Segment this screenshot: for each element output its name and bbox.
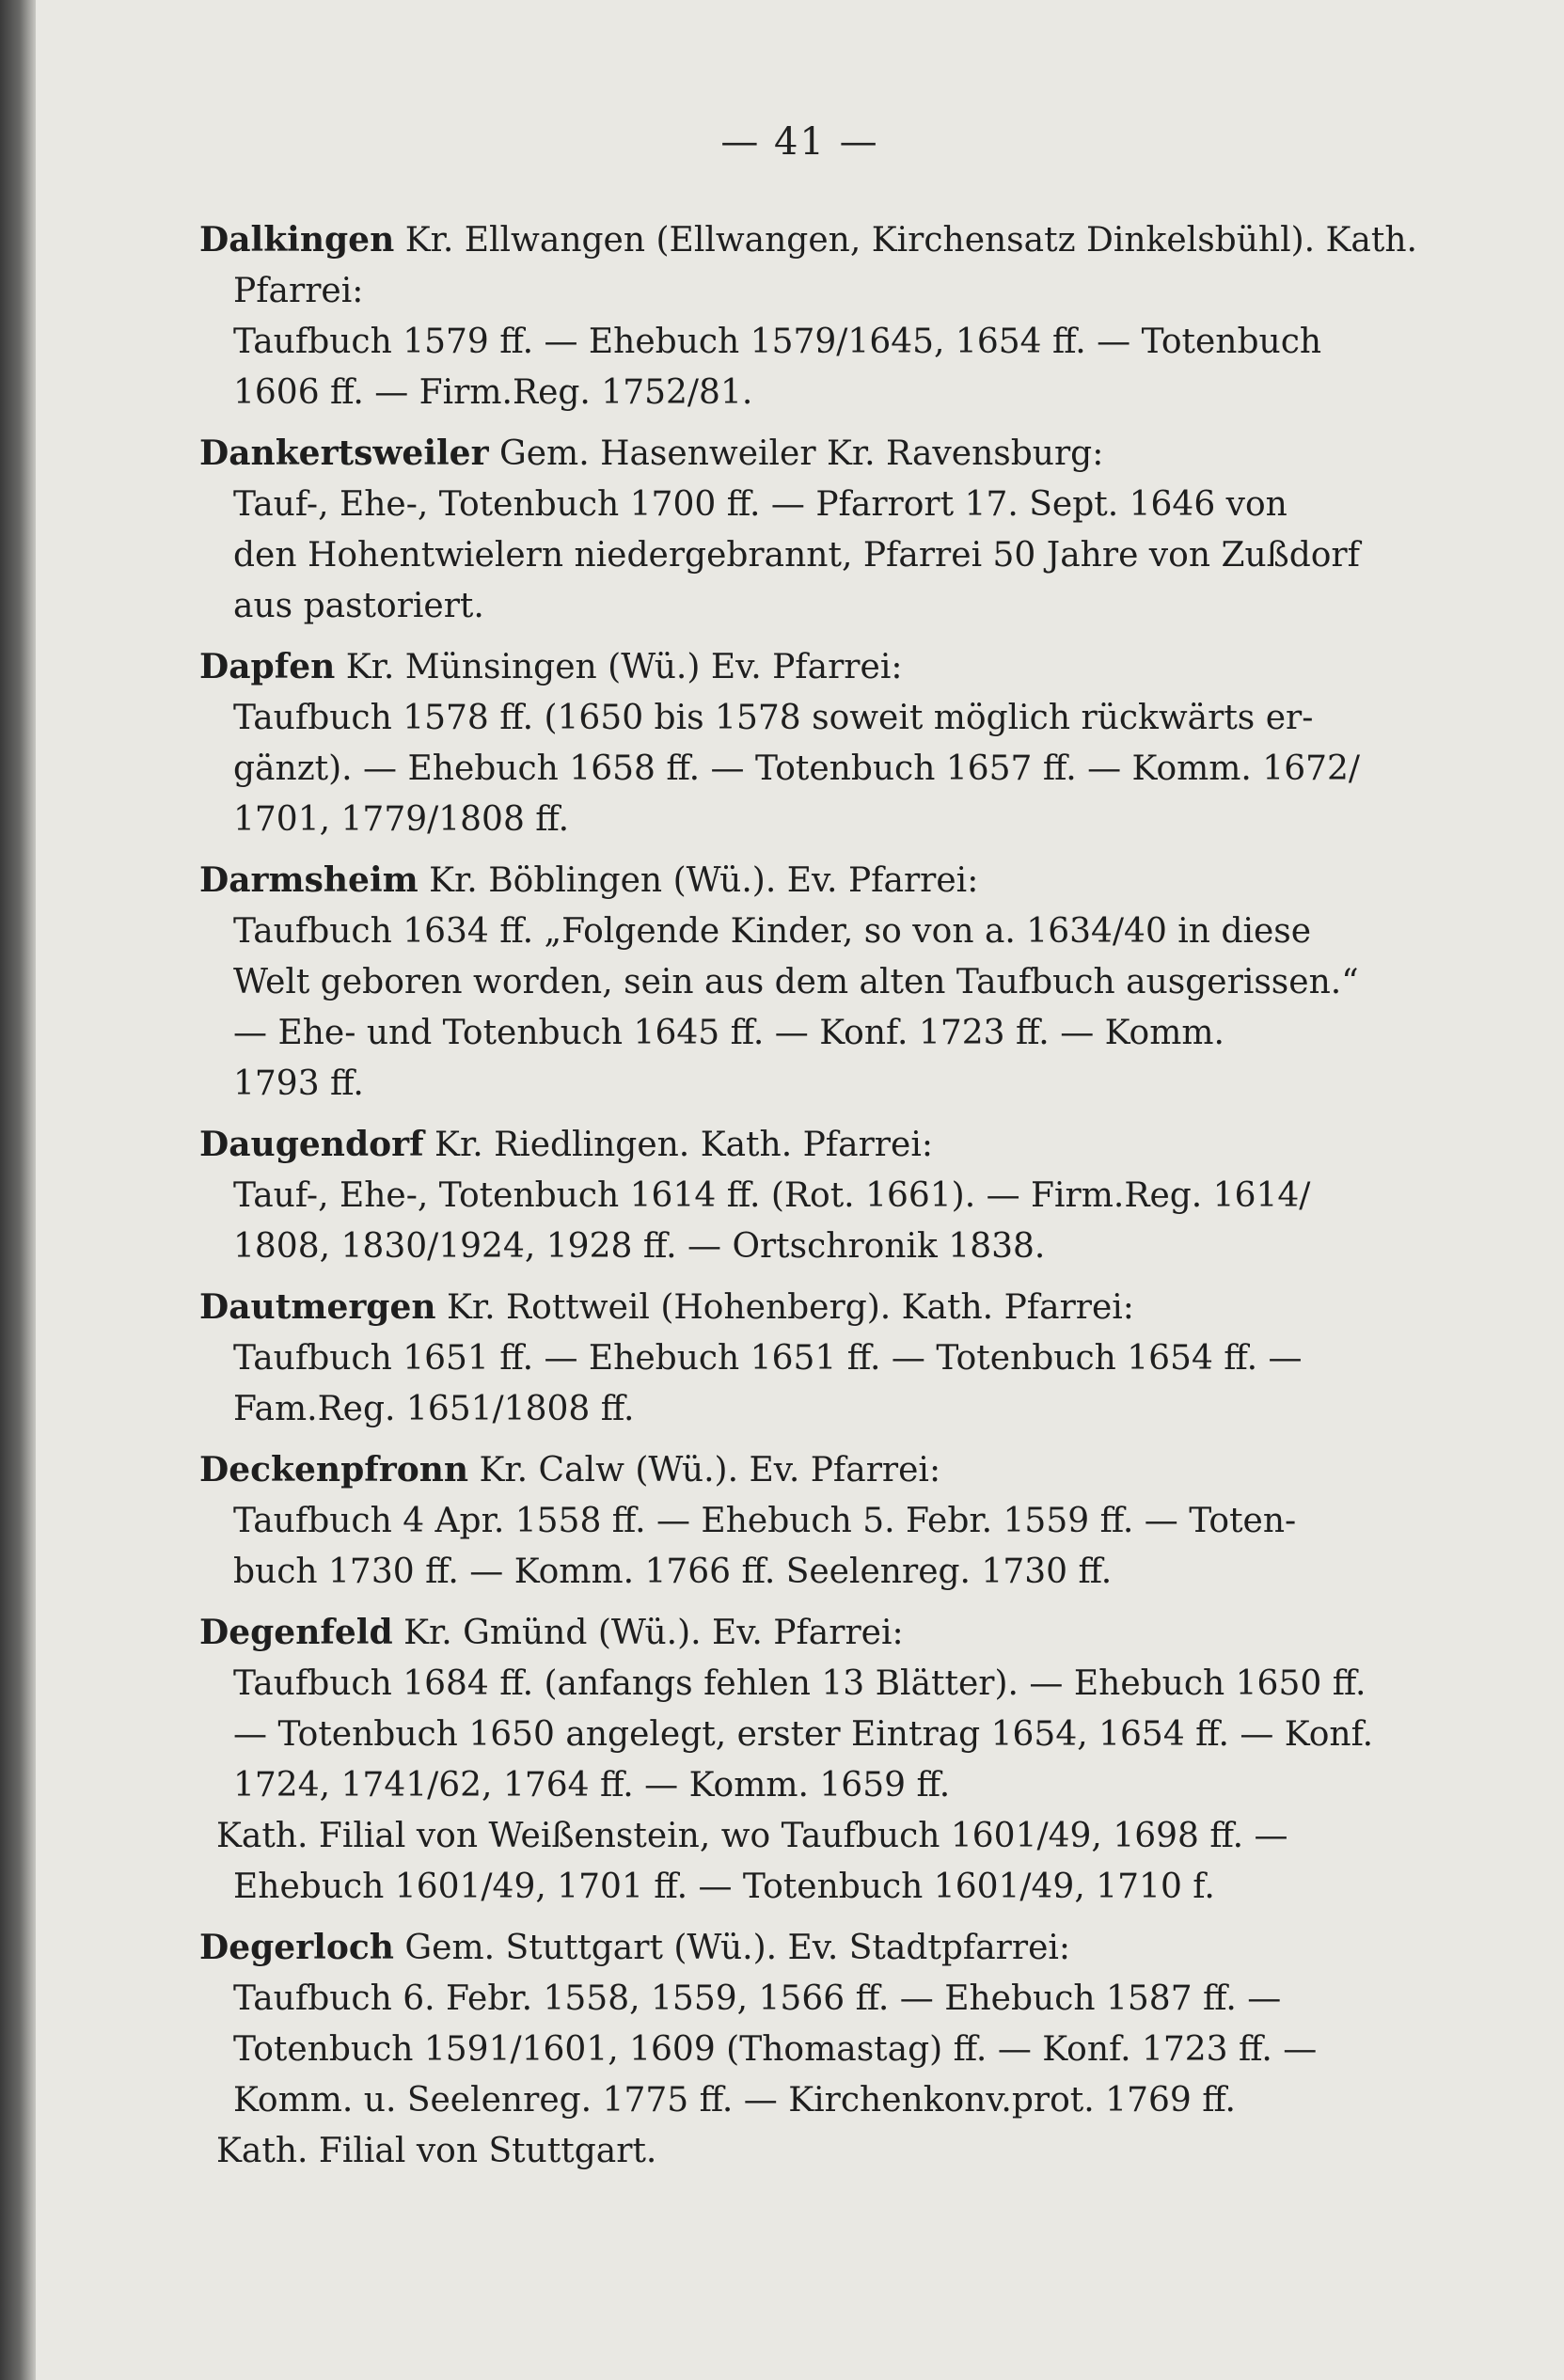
entry-line	[199, 317, 1460, 368]
place-name: Dapfen	[199, 647, 336, 686]
entry-text: Totenbuch 1591/1601, 1609 (Thomastag) ff. — Konf. 1723 ff. —	[233, 2030, 1318, 2069]
entry-line	[199, 581, 1460, 632]
entry-line	[199, 2075, 1460, 2126]
place-name: Daugendorf	[199, 1125, 424, 1164]
register-entry	[199, 1282, 1460, 1435]
register-entries	[199, 214, 1460, 2186]
book-spine-shadow	[0, 0, 36, 2380]
entry-text: — Ehe- und Totenbuch 1645 ff. — Konf. 1723 ff. — Komm.	[233, 1014, 1224, 1052]
entry-line	[199, 1333, 1460, 1384]
place-name: Deckenpfronn	[199, 1450, 469, 1489]
entry-line	[199, 1974, 1460, 2025]
place-name: Darmsheim	[199, 860, 419, 900]
entry-text: aus pastoriert.	[233, 587, 484, 625]
register-entry	[199, 641, 1460, 845]
entry-text: Kr. Gmünd (Wü.). Ev. Pfarrei:	[392, 1614, 904, 1652]
entry-text: 1701, 1779/1808 ff.	[233, 800, 570, 839]
entry-line	[199, 368, 1460, 418]
entry-text: Kr. Rottweil (Hohenberg). Kath. Pfarrei:	[435, 1288, 1134, 1327]
entry-line	[199, 906, 1460, 957]
entry-text: Kr. Calw (Wü.). Ev. Pfarrei:	[468, 1451, 941, 1489]
entry-first-line	[199, 1922, 1460, 1974]
entry-text: Kr. Böblingen (Wü.). Ev. Pfarrei:	[418, 861, 979, 900]
entry-line	[199, 2126, 1460, 2177]
entry-first-line	[199, 1607, 1460, 1659]
entry-line	[199, 1059, 1460, 1110]
entry-line	[199, 1710, 1460, 1760]
register-entry	[199, 855, 1460, 1110]
entry-line	[199, 1496, 1460, 1547]
register-entry	[199, 1119, 1460, 1272]
register-entry	[199, 1607, 1460, 1913]
entry-line	[199, 530, 1460, 581]
entry-line	[199, 266, 1460, 317]
entry-text: buch 1730 ff. — Komm. 1766 ff. Seelenreg. 1730 ff.	[233, 1553, 1113, 1591]
place-name: Degerloch	[199, 1928, 394, 1967]
register-entry	[199, 214, 1460, 418]
page-number: — 41 —	[720, 120, 879, 164]
entry-line	[199, 1862, 1460, 1913]
entry-line	[199, 1171, 1460, 1222]
register-entry	[199, 428, 1460, 632]
entry-text: Taufbuch 6. Febr. 1558, 1559, 1566 ff. — Ehebuch 1587 ff. —	[233, 1979, 1282, 2018]
entry-text: Kr. Münsingen (Wü.) Ev. Pfarrei:	[335, 648, 903, 686]
entry-line	[199, 2025, 1460, 2075]
entry-line	[199, 957, 1460, 1008]
entry-text: Pfarrei:	[233, 272, 364, 310]
entry-line	[199, 1760, 1460, 1811]
entry-line	[199, 480, 1460, 530]
entry-line	[199, 1811, 1460, 1862]
entry-text: Fam.Reg. 1651/1808 ff.	[233, 1390, 635, 1428]
register-entry	[199, 1922, 1460, 2177]
entry-first-line	[199, 641, 1460, 693]
entry-first-line	[199, 1444, 1460, 1496]
entry-line	[199, 795, 1460, 845]
entry-text: Taufbuch 1651 ff. — Ehebuch 1651 ff. — Totenbuch 1654 ff. —	[233, 1339, 1303, 1378]
entry-text: Kath. Filial von Stuttgart.	[216, 2132, 657, 2170]
entry-line	[199, 1547, 1460, 1598]
entry-line	[199, 693, 1460, 744]
entry-text: Taufbuch 4 Apr. 1558 ff. — Ehebuch 5. Febr. 1559 ff. — Toten-	[233, 1502, 1297, 1540]
entry-first-line	[199, 428, 1460, 480]
entry-line	[199, 1222, 1460, 1272]
entry-text: Tauf-, Ehe-, Totenbuch 1614 ff. (Rot. 1661). — Firm.Reg. 1614/	[233, 1176, 1311, 1215]
entry-first-line	[199, 1282, 1460, 1333]
place-name: Dankertsweiler	[199, 433, 489, 473]
entry-line	[199, 1008, 1460, 1059]
entry-text: Taufbuch 1634 ff. „Folgende Kinder, so von a. 1634/40 in diese	[233, 912, 1312, 951]
entry-text: — Totenbuch 1650 angelegt, erster Eintrag 1654, 1654 ff. — Konf.	[233, 1715, 1374, 1754]
entry-text: 1606 ff. — Firm.Reg. 1752/81.	[233, 373, 753, 412]
entry-first-line	[199, 1119, 1460, 1171]
book-page	[36, 0, 1564, 2380]
entry-text: Gem. Hasenweiler Kr. Ravensburg:	[488, 434, 1104, 473]
entry-text: 1808, 1830/1924, 1928 ff. — Ortschronik 1838.	[233, 1227, 1046, 1266]
entry-first-line	[199, 855, 1460, 906]
place-name: Dalkingen	[199, 220, 395, 260]
entry-text: Ehebuch 1601/49, 1701 ff. — Totenbuch 1601/49, 1710 f.	[233, 1868, 1215, 1906]
entry-text: Taufbuch 1578 ff. (1650 bis 1578 soweit möglich rückwärts er-	[233, 699, 1314, 737]
register-entry	[199, 1444, 1460, 1598]
entry-text: Welt geboren worden, sein aus dem alten Taufbuch ausgerissen.“	[233, 963, 1359, 1001]
entry-text: 1724, 1741/62, 1764 ff. — Komm. 1659 ff.	[233, 1766, 951, 1805]
entry-line	[199, 1659, 1460, 1710]
entry-line	[199, 744, 1460, 795]
entry-text: Tauf-, Ehe-, Totenbuch 1700 ff. — Pfarrort 17. Sept. 1646 von	[233, 485, 1288, 524]
entry-text: gänzt). — Ehebuch 1658 ff. — Totenbuch 1657 ff. — Komm. 1672/	[233, 749, 1361, 788]
entry-first-line	[199, 214, 1460, 266]
place-name: Degenfeld	[199, 1613, 393, 1652]
entry-text: 1793 ff.	[233, 1064, 364, 1103]
entry-text: Komm. u. Seelenreg. 1775 ff. — Kirchenkonv.prot. 1769 ff.	[233, 2081, 1236, 2120]
entry-text: Kr. Riedlingen. Kath. Pfarrei:	[423, 1126, 933, 1164]
entry-text: Kr. Ellwangen (Ellwangen, Kirchensatz Dinkelsbühl). Kath.	[394, 221, 1417, 260]
entry-text: Gem. Stuttgart (Wü.). Ev. Stadtpfarrei:	[393, 1929, 1071, 1967]
entry-text: Taufbuch 1579 ff. — Ehebuch 1579/1645, 1654 ff. — Totenbuch	[233, 323, 1322, 361]
entry-text: Kath. Filial von Weißenstein, wo Taufbuch 1601/49, 1698 ff. —	[216, 1817, 1288, 1855]
entry-text: den Hohentwielern niedergebrannt, Pfarrei 50 Jahre von Zußdorf	[233, 536, 1360, 575]
entry-text: Taufbuch 1684 ff. (anfangs fehlen 13 Blätter). — Ehebuch 1650 ff.	[233, 1664, 1367, 1703]
entry-line	[199, 1384, 1460, 1435]
place-name: Dautmergen	[199, 1287, 436, 1327]
